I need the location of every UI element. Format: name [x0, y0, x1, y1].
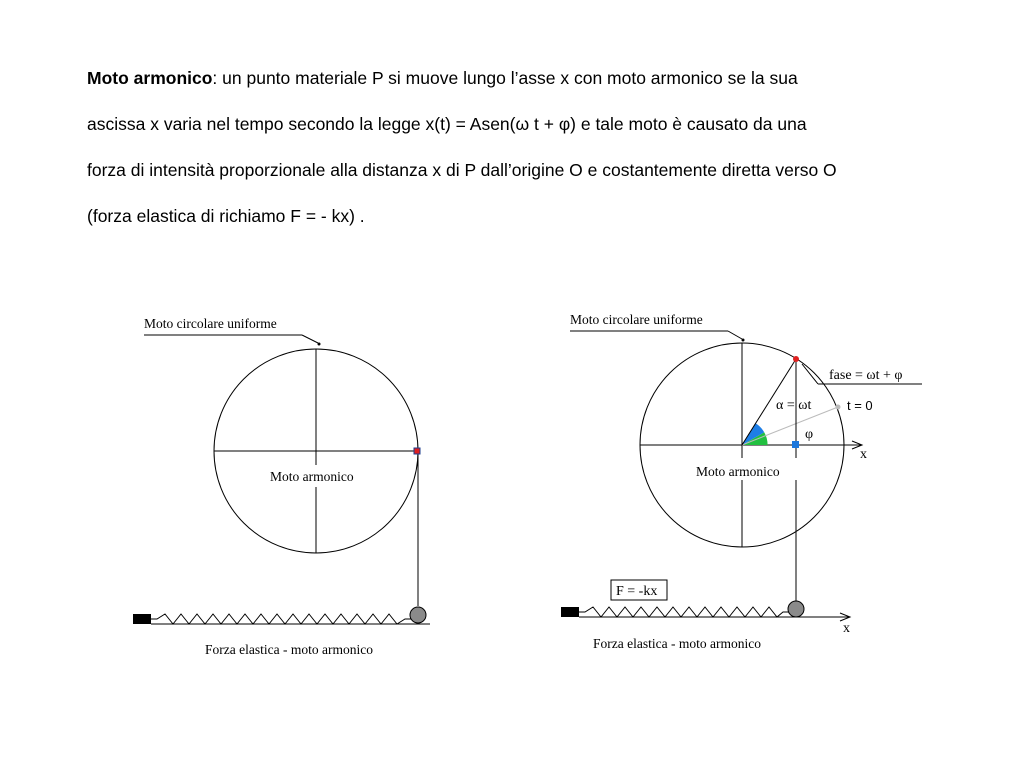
left-diagram [133, 316, 430, 657]
text-line-4: (forza elastica di richiamo F = - kx) . [87, 206, 365, 226]
right-leader-line [728, 331, 742, 339]
right-mass-ball [788, 601, 804, 617]
text-line-3: forza di intensità proporzionale alla distanza x di P dall’origine O e costantemente diretta verso O [87, 160, 837, 180]
right-center-label: Moto armonico [696, 464, 780, 479]
left-spring [151, 614, 411, 624]
left-moving-point [414, 448, 420, 454]
right-moving-point [793, 356, 799, 362]
phi-label: φ [805, 427, 814, 442]
right-top-label: Moto circolare uniforme [570, 312, 703, 327]
right-x-axis-label: x [860, 447, 867, 462]
t0-point [836, 405, 841, 410]
left-center-label: Moto armonico [270, 469, 354, 484]
term-moto-armonico: Moto armonico [87, 68, 213, 88]
text-line-1-rest: : un punto materiale P si muove lungo l’asse x con moto armonico se la sua [212, 68, 798, 88]
right-wall-block [561, 607, 579, 617]
left-mass-ball [410, 607, 426, 623]
right-bottom-label: Forza elastica - moto armonico [593, 636, 761, 651]
alpha-label: α = ωt [776, 398, 812, 413]
phase-label: fase = ωt + φ [829, 368, 903, 383]
right-spring [579, 607, 789, 617]
left-top-label: Moto circolare uniforme [144, 316, 277, 331]
t0-label: t = 0 [847, 398, 873, 413]
right-x-bottom-label: x [843, 621, 850, 636]
left-leader-line [302, 335, 318, 343]
force-formula-label: F = -kx [616, 584, 658, 599]
right-diagram [561, 312, 922, 651]
text-line-2: ascissa x varia nel tempo secondo la legge x(t) = Asen(ω t + φ) e tale moto è causato da una [87, 114, 807, 134]
left-wall-block [133, 614, 151, 624]
right-leader-dot [742, 339, 745, 342]
projection-point [792, 441, 799, 448]
left-bottom-label: Forza elastica - moto armonico [205, 642, 373, 657]
left-leader-dot [318, 343, 321, 346]
